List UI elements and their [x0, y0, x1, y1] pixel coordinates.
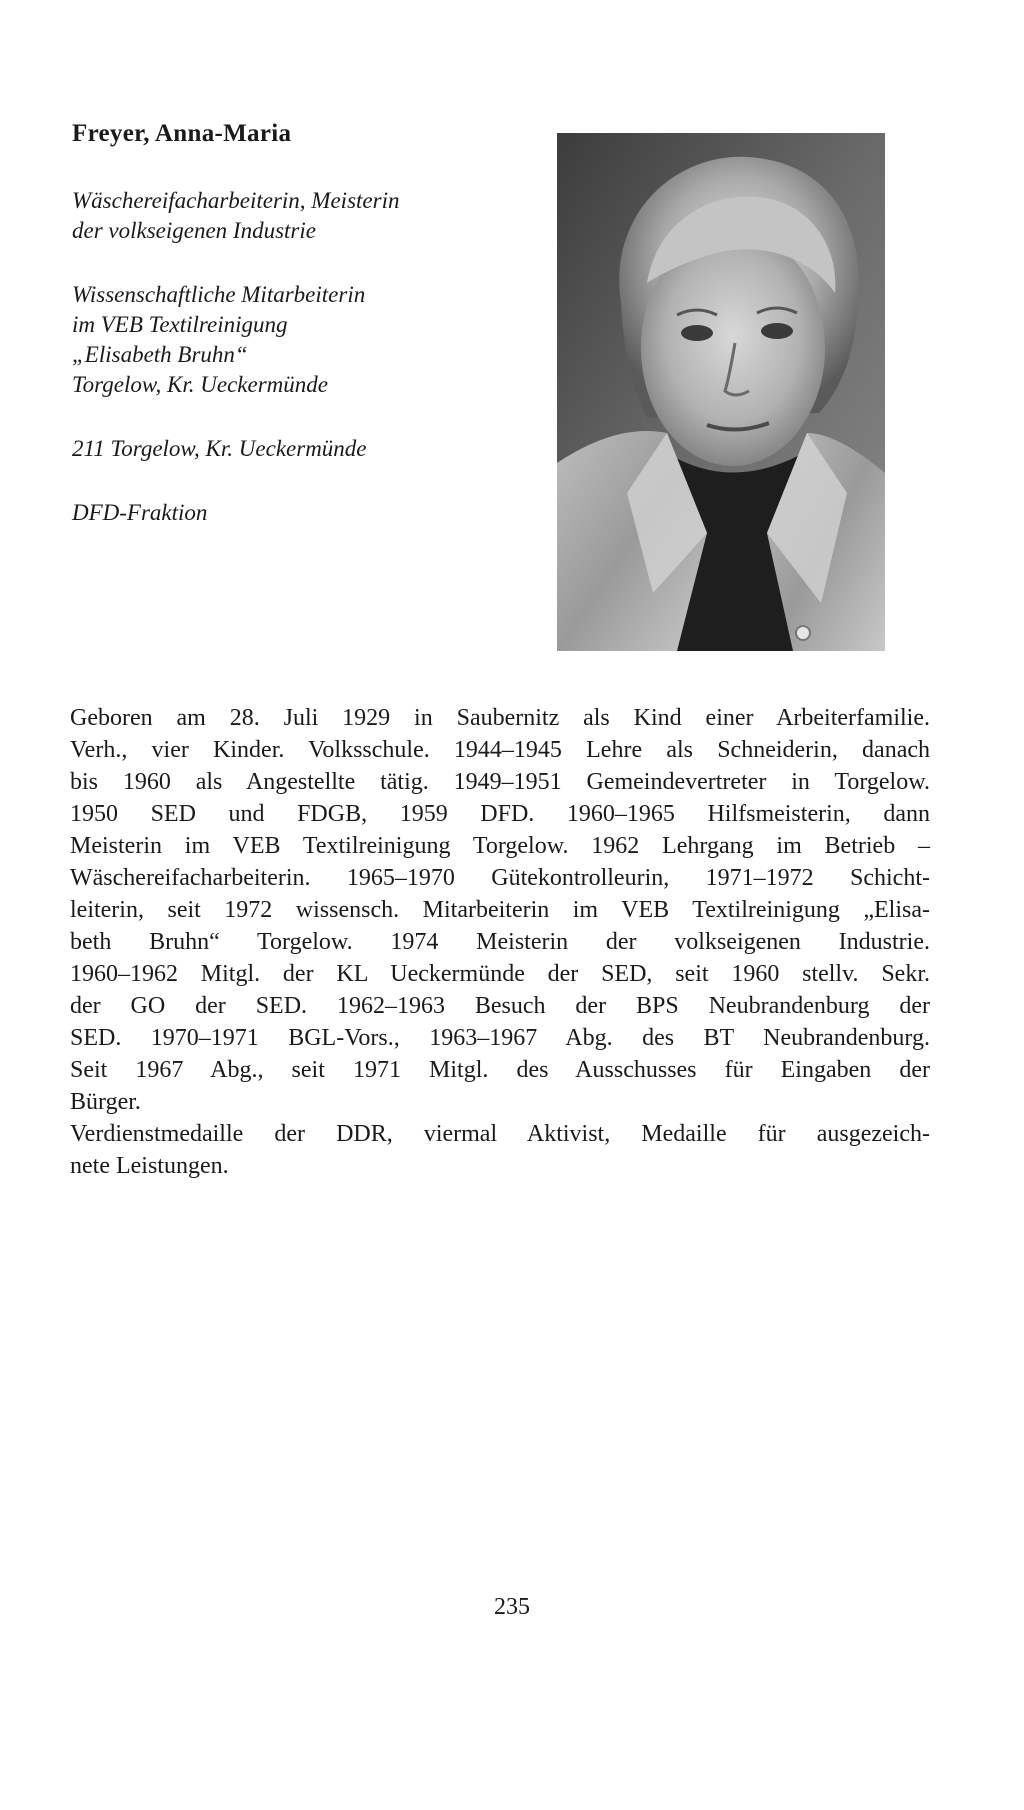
faction-line: DFD-Fraktion	[72, 500, 208, 525]
position-line: im VEB Textilreinigung	[72, 312, 288, 337]
awards-line: Verdienstmedaille der DDR, viermal Aktivist, Medaille für ausgezeich-	[70, 1121, 930, 1147]
biography-line: Meisterin im VEB Textilreinigung Torgelow. 1962 Lehrgang im Betrieb –	[70, 833, 930, 859]
portrait-photo	[557, 133, 885, 651]
biography-line: der GO der SED. 1962–1963 Besuch der BPS Neubrandenburg der	[70, 993, 930, 1019]
awards-paragraph	[70, 1118, 930, 1182]
faction-block	[72, 498, 542, 528]
biography-paragraph	[70, 702, 930, 1118]
entry-name: Freyer, Anna-Maria	[72, 120, 292, 147]
biography-line: leiterin, seit 1972 wissensch. Mitarbeiterin im VEB Textilreinigung „Elisa-	[70, 897, 930, 923]
biography-line: 1960–1962 Mitgl. der KL Ueckermünde der SED, seit 1960 stellv. Sekr.	[70, 961, 930, 987]
awards-line: nete Leistungen.	[70, 1153, 229, 1179]
position-line: Wissenschaftliche Mitarbeiterin	[72, 282, 366, 307]
biography-line: bis 1960 als Angestellte tätig. 1949–1951 Gemeindevertreter in Torgelow.	[70, 769, 930, 795]
biography-line: Seit 1967 Abg., seit 1971 Mitgl. des Ausschusses für Eingaben der	[70, 1057, 930, 1083]
biography-line: 1950 SED und FDGB, 1959 DFD. 1960–1965 Hilfsmeisterin, dann	[70, 801, 930, 827]
portrait-icon	[557, 133, 885, 651]
biography	[70, 702, 930, 1182]
entry-info	[72, 186, 542, 528]
profession-line: Wäschereifacharbeiterin, Meisterin	[72, 188, 400, 213]
biography-line: Wäschereifacharbeiterin. 1965–1970 Gütekontrolleurin, 1971–1972 Schicht-	[70, 865, 930, 891]
position-line: „Elisabeth Bruhn“	[72, 342, 248, 367]
biography-line: SED. 1970–1971 BGL-Vors., 1963–1967 Abg. des BT Neubrandenburg.	[70, 1025, 930, 1051]
address-block	[72, 434, 542, 464]
page-number: 235	[494, 1594, 530, 1620]
biography-line: Verh., vier Kinder. Volksschule. 1944–1945 Lehre als Schneiderin, danach	[70, 737, 930, 763]
position-line: Torgelow, Kr. Ueckermünde	[72, 372, 328, 397]
biography-line: beth Bruhn“ Torgelow. 1974 Meisterin der volkseigenen Industrie.	[70, 929, 930, 955]
biography-line: Bürger.	[70, 1089, 141, 1115]
biography-line: Geboren am 28. Juli 1929 in Saubernitz als Kind einer Arbeiterfamilie.	[70, 705, 930, 731]
profession-line: der volkseigenen Industrie	[72, 218, 316, 243]
address-line: 211 Torgelow, Kr. Ueckermünde	[72, 436, 367, 461]
profession-block	[72, 186, 542, 246]
position-block	[72, 280, 542, 400]
